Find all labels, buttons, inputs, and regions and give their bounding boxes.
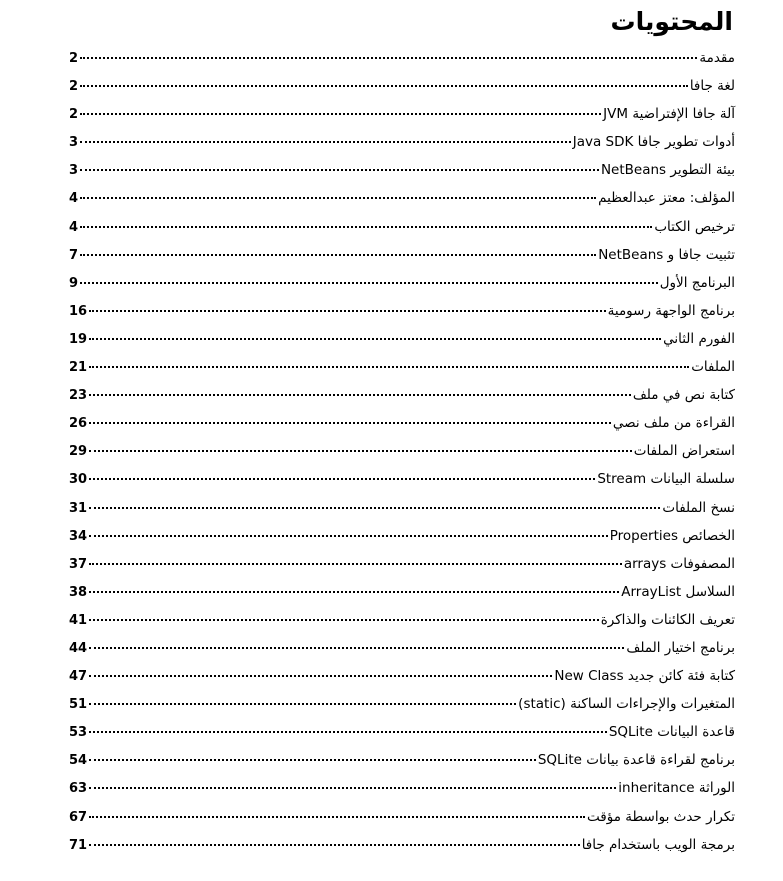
toc-entry[interactable] <box>69 156 735 184</box>
toc-entry-page-number: 29 <box>69 444 88 460</box>
dot-leader <box>80 84 688 87</box>
dot-leader <box>89 730 607 733</box>
dot-leader <box>89 421 611 424</box>
toc-entry-page-number: 30 <box>69 472 88 488</box>
toc-entry-page-number: 26 <box>69 416 88 432</box>
toc-entry-label: البرنامج الأول <box>659 274 735 291</box>
toc-entry[interactable] <box>69 746 735 774</box>
toc-entry-page-number: 7 <box>69 247 79 263</box>
toc-entry[interactable] <box>69 72 735 100</box>
toc-entry[interactable] <box>69 381 735 409</box>
toc-entry-page-number: 37 <box>69 556 88 572</box>
toc-entry-page-number: 9 <box>69 275 79 291</box>
toc-entry-label: القراءة من ملف نصي <box>612 415 735 432</box>
dot-leader <box>89 646 624 649</box>
toc-entry[interactable] <box>69 437 735 465</box>
dot-leader <box>89 449 632 452</box>
toc-entry-label: الفورم الثاني <box>663 330 735 347</box>
toc-entry[interactable] <box>69 606 735 634</box>
toc-entry[interactable] <box>69 831 735 859</box>
toc-entry[interactable] <box>69 297 735 325</box>
toc-entry-page-number: 54 <box>69 753 88 769</box>
toc-entry-page-number: 2 <box>69 107 79 123</box>
toc-entry[interactable] <box>69 213 735 241</box>
toc-entry-page-number: 71 <box>69 837 88 853</box>
toc-entry[interactable] <box>69 465 735 493</box>
dot-leader <box>80 168 599 171</box>
dot-leader <box>89 393 631 396</box>
toc-entry-page-number: 4 <box>69 219 79 235</box>
toc-entry-label: ترخيص الكتاب <box>654 218 735 235</box>
toc-entry-page-number: 3 <box>69 163 79 179</box>
dot-leader <box>80 112 601 115</box>
dot-leader <box>89 562 622 565</box>
toc-entry-label: بيئة التطوير NetBeans <box>600 162 735 179</box>
toc-entry-page-number: 19 <box>69 331 88 347</box>
toc-entry-label: تثبيت جافا و NetBeans <box>598 246 735 263</box>
dot-leader <box>89 477 595 480</box>
toc-entry[interactable] <box>69 522 735 550</box>
toc-entry-label: سلسلة البيانات Stream <box>597 471 735 488</box>
toc-entry-label: السلاسل ArrayList <box>621 583 735 600</box>
toc-entry[interactable] <box>69 44 735 72</box>
toc-entry-page-number: 44 <box>69 640 88 656</box>
toc-entry-page-number: 3 <box>69 135 79 151</box>
toc-entry-label: استعراض الملفات <box>633 443 735 460</box>
toc-entry-page-number: 31 <box>69 500 88 516</box>
dot-leader <box>89 534 608 537</box>
toc-entry[interactable] <box>69 550 735 578</box>
toc-entry-label: برنامج اختيار الملف <box>626 639 735 656</box>
dot-leader <box>80 56 697 59</box>
toc-entry-label: برنامج الواجهة رسومية <box>607 302 735 319</box>
toc-entry-page-number: 41 <box>69 612 88 628</box>
toc-entry-page-number: 2 <box>69 79 79 95</box>
toc-entry-label: نسخ الملفات <box>662 499 735 516</box>
dot-leader <box>80 281 658 284</box>
dot-leader <box>80 225 652 228</box>
toc-entry[interactable] <box>69 662 735 690</box>
toc-entry[interactable] <box>69 803 735 831</box>
dot-leader <box>89 590 619 593</box>
toc-entry[interactable] <box>69 718 735 746</box>
dot-leader <box>89 843 580 846</box>
toc-entry[interactable] <box>69 634 735 662</box>
toc-title: المحتويات <box>610 7 733 36</box>
dot-leader <box>89 702 516 705</box>
toc-entry[interactable] <box>69 241 735 269</box>
toc-entry-page-number: 38 <box>69 584 88 600</box>
toc-list <box>69 44 735 859</box>
dot-leader <box>89 618 599 621</box>
dot-leader <box>89 506 660 509</box>
toc-entry[interactable] <box>69 184 735 212</box>
toc-entry-page-number: 34 <box>69 528 88 544</box>
toc-entry-label: تعريف الكائنات والذاكرة <box>600 611 735 628</box>
toc-entry-page-number: 53 <box>69 725 88 741</box>
toc-entry-page-number: 47 <box>69 669 88 685</box>
toc-entry[interactable] <box>69 269 735 297</box>
toc-entry-label: قاعدة البيانات SQLite <box>608 724 735 741</box>
toc-entry-label: مقدمة <box>699 50 735 66</box>
toc-entry-label: المؤلف: معتز عبدالعظيم <box>598 190 735 207</box>
toc-entry-page-number: 16 <box>69 303 88 319</box>
toc-entry[interactable] <box>69 690 735 718</box>
toc-entry-label: أدوات تطوير جافا Java SDK <box>572 134 735 151</box>
toc-entry[interactable] <box>69 128 735 156</box>
toc-entry[interactable] <box>69 325 735 353</box>
toc-entry-page-number: 51 <box>69 697 88 713</box>
toc-entry-label: المتغيرات والإجراءات الساكنة (static) <box>518 696 735 713</box>
toc-entry-label: الخصائص Properties <box>609 527 735 544</box>
toc-entry-label: المصفوفات arrays <box>623 555 735 572</box>
toc-entry[interactable] <box>69 578 735 606</box>
toc-entry-label: برنامج لقراءة قاعدة بيانات SQLite <box>537 752 735 769</box>
toc-entry-label: لغة جافا <box>689 78 735 95</box>
dot-leader <box>80 140 571 143</box>
toc-entry-page-number: 2 <box>69 51 79 66</box>
dot-leader <box>80 253 596 256</box>
toc-entry[interactable] <box>69 100 735 128</box>
dot-leader <box>89 786 616 789</box>
toc-entry-label: برمجة الويب باستخدام جافا <box>581 836 735 853</box>
toc-entry[interactable] <box>69 494 735 522</box>
dot-leader <box>89 365 689 368</box>
toc-entry-label: آلة جافا الإفتراضية JVM <box>603 106 735 123</box>
toc-entry[interactable] <box>69 353 735 381</box>
toc-entry-page-number: 67 <box>69 809 88 825</box>
toc-entry[interactable] <box>69 409 735 437</box>
toc-entry-label: كتابة فئة كائن جديد New Class <box>554 668 735 685</box>
toc-entry[interactable] <box>69 774 735 802</box>
toc-entry-label: الملفات <box>691 359 735 376</box>
dot-leader <box>89 815 585 818</box>
toc-entry-page-number: 23 <box>69 388 88 404</box>
toc-entry-label: تكرار حدث بواسطة مؤقت <box>587 808 735 825</box>
toc-entry-page-number: 63 <box>69 781 88 797</box>
toc-entry-page-number: 4 <box>69 191 79 207</box>
toc-entry-page-number: 21 <box>69 360 88 376</box>
toc-entry-label: كتابة نص في ملف <box>632 387 735 404</box>
dot-leader <box>89 674 552 677</box>
toc-entry-label: الوراثة inheritance <box>618 780 735 797</box>
dot-leader <box>80 196 596 199</box>
dot-leader <box>89 758 536 761</box>
dot-leader <box>89 309 606 312</box>
dot-leader <box>89 337 661 340</box>
